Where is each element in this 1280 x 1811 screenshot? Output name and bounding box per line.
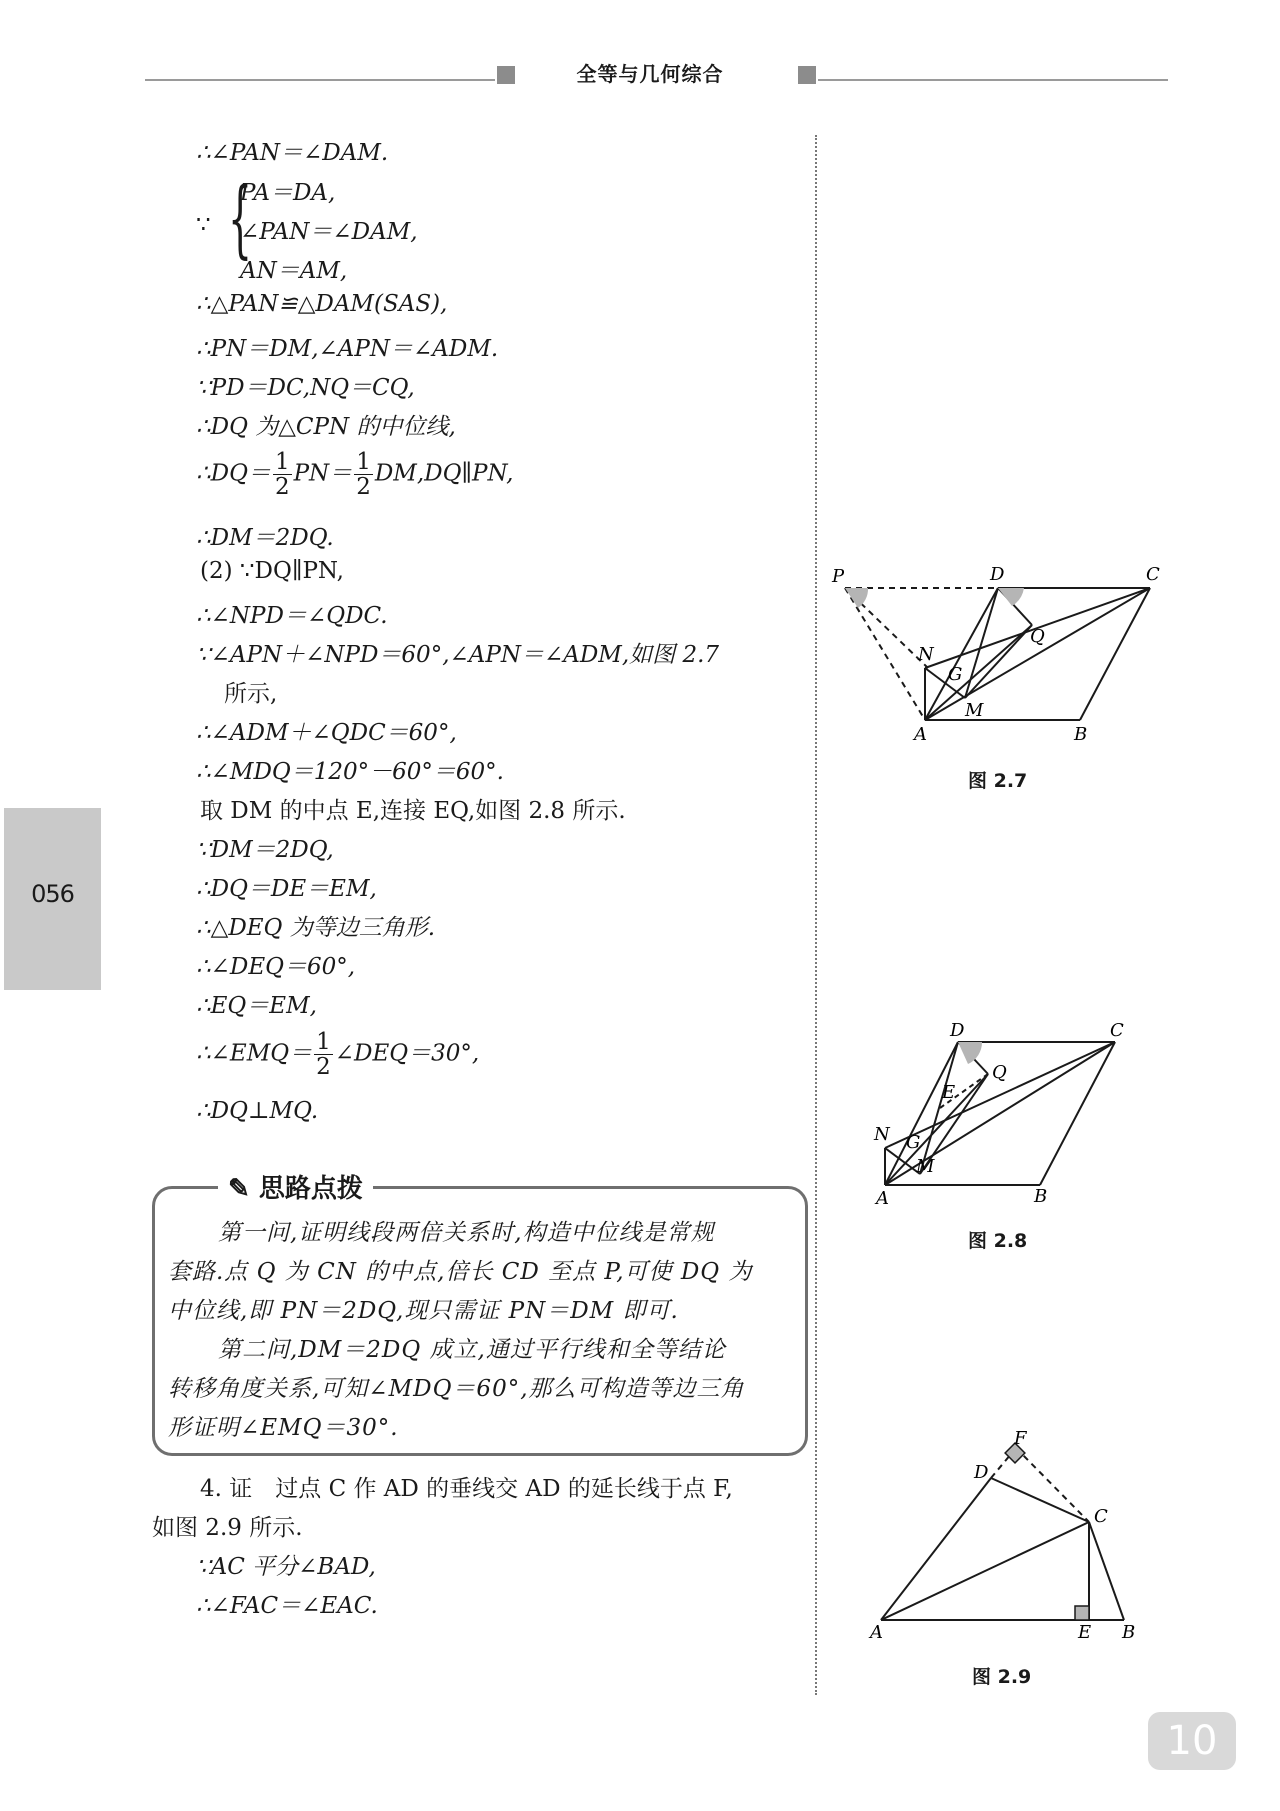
page-badge: 10 — [1148, 1712, 1236, 1770]
figure-caption: 图 2.8 — [968, 1230, 1028, 1252]
header-square-left — [497, 66, 515, 84]
because-symbol: ∵ — [196, 212, 211, 238]
proof-line: ∴△PAN≌△DAM(SAS), — [196, 291, 448, 317]
fraction-denominator: 2 — [356, 474, 371, 500]
proof-line: AN＝AM, — [240, 258, 348, 284]
fraction-half — [273, 450, 292, 499]
tips-title — [218, 1168, 373, 1205]
fig27-label: M — [965, 700, 984, 721]
figure-2-8 — [870, 1020, 1140, 1210]
fig27-label: P — [832, 566, 845, 587]
problem4-line: 如图 2.9 所示. — [152, 1515, 303, 1541]
figure-2-7 — [830, 560, 1170, 760]
problem4-line: ∵AC 平分∠BAD, — [196, 1554, 376, 1580]
problem4-line: 4. 证 过点 C 作 AD 的垂线交 AD 的延长线于点 F, — [200, 1476, 733, 1502]
problem4-line: ∴∠FAC＝∠EAC. — [196, 1593, 378, 1619]
fraction-line-tail: DM,DQ∥PN, — [374, 460, 514, 487]
proof-line: ∴∠PAN＝∠DAM. — [196, 140, 389, 166]
fig29-label: E — [1078, 1622, 1092, 1640]
fig29-label: B — [1122, 1622, 1136, 1640]
fig28-label: M — [916, 1156, 935, 1177]
proof-line: ∴DM＝2DQ. — [196, 525, 334, 551]
figure-2-9 — [866, 1430, 1156, 1640]
fig27-label: B — [1074, 724, 1088, 745]
proof-line: ∴△DEQ 为等边三角形. — [196, 915, 436, 941]
proof-line: ∴∠DEQ＝60°, — [196, 954, 356, 980]
tips-line: 第二问,DM＝2DQ 成立,通过平行线和全等结论 — [218, 1337, 726, 1363]
fig28-label: B — [1034, 1186, 1048, 1207]
tips-line: 套路.点 Q 为 CN 的中点,倍长 CD 至点 P,可使 DQ 为 — [168, 1259, 753, 1285]
fraction-half — [354, 450, 373, 499]
tips-line: 形证明∠EMQ＝30°. — [168, 1415, 399, 1441]
proof-line: ∵DM＝2DQ, — [196, 837, 334, 863]
tips-line: 第一问,证明线段两倍关系时,构造中位线是常规 — [218, 1220, 715, 1246]
proof-line: ∵∠APN＋∠NPD＝60°,∠APN＝∠ADM,如图 2.7 — [196, 642, 720, 668]
fraction-numerator: 1 — [316, 1029, 331, 1055]
fig28-label: A — [876, 1188, 889, 1209]
fraction-line-dq — [196, 450, 514, 499]
pencil-icon: ✎ — [228, 1174, 250, 1204]
fig29-label: A — [870, 1622, 883, 1640]
fig27-label: Q — [1030, 626, 1045, 647]
tips-title-text: 思路点拨 — [258, 1174, 363, 1204]
figure-caption: 图 2.7 — [968, 770, 1028, 792]
fig28-label: E — [942, 1082, 956, 1103]
proof-line: (2) ∵DQ∥PN, — [200, 558, 344, 584]
fig27-label: G — [948, 664, 963, 685]
proof-line: ∴∠MDQ＝120°－60°＝60°. — [196, 759, 504, 785]
header-rule-right — [818, 79, 1168, 81]
proof-line: PA＝DA, — [240, 180, 336, 206]
proof-line: ∴∠NPD＝∠QDC. — [196, 603, 388, 629]
fraction-line-lead: ∴∠EMQ＝ — [196, 1040, 313, 1067]
fraction-line-lead: ∴DQ＝ — [196, 460, 271, 487]
fig27-label: C — [1146, 564, 1160, 585]
fraction-numerator: 1 — [356, 449, 371, 475]
fraction-line-mid: PN＝ — [293, 460, 353, 487]
fig28-label: Q — [992, 1062, 1007, 1083]
proof-line: 取 DM 的中点 E,连接 EQ,如图 2.8 所示. — [200, 798, 626, 824]
fig29-label: F — [1014, 1430, 1027, 1449]
tips-line: 转移角度关系,可知∠MDQ＝60°,那么可构造等边三角 — [168, 1376, 745, 1402]
proof-line: ∴DQ⊥MQ. — [196, 1098, 319, 1124]
fraction-line-emq — [196, 1030, 479, 1079]
proof-line: 所示, — [224, 681, 278, 707]
proof-line: ∴DQ＝DE＝EM, — [196, 876, 377, 902]
fraction-half — [314, 1030, 333, 1079]
fig28-label: G — [906, 1132, 921, 1153]
proof-line: ∴DQ 为△CPN 的中位线, — [196, 414, 456, 440]
page-header-title: 全等与几何综合 — [576, 62, 724, 86]
page-number-tab — [4, 808, 101, 990]
fig28-label: C — [1110, 1020, 1124, 1041]
proof-line: ∴PN＝DM,∠APN＝∠ADM. — [196, 336, 499, 362]
figure-caption: 图 2.9 — [972, 1666, 1032, 1688]
proof-line: ∴∠ADM＋∠QDC＝60°, — [196, 720, 457, 746]
fig28-label: N — [874, 1124, 890, 1145]
fig29-label: C — [1094, 1506, 1108, 1527]
fig27-label: N — [918, 644, 934, 665]
fraction-denominator: 2 — [274, 474, 290, 500]
header-rule-left — [145, 79, 495, 81]
fraction-line-tail: ∠DEQ＝30°, — [334, 1040, 480, 1067]
fig27-label: D — [990, 564, 1005, 585]
tips-line: 中位线,即 PN＝2DQ,现只需证 PN＝DM 即可. — [168, 1298, 679, 1324]
proof-line: ∠PAN＝∠DAM, — [240, 219, 418, 245]
header-square-right — [798, 66, 816, 84]
page-number: 056 — [31, 880, 74, 908]
proof-line: ∴EQ＝EM, — [196, 993, 317, 1019]
fig27-label: A — [914, 724, 927, 745]
proof-line: ∵PD＝DC,NQ＝CQ, — [196, 375, 415, 401]
fraction-numerator: 1 — [274, 449, 290, 475]
fig29-label: D — [974, 1462, 989, 1483]
fig28-label: D — [950, 1020, 965, 1041]
fraction-denominator: 2 — [316, 1054, 331, 1080]
column-divider — [815, 135, 817, 1695]
left-brace: { — [228, 169, 253, 267]
